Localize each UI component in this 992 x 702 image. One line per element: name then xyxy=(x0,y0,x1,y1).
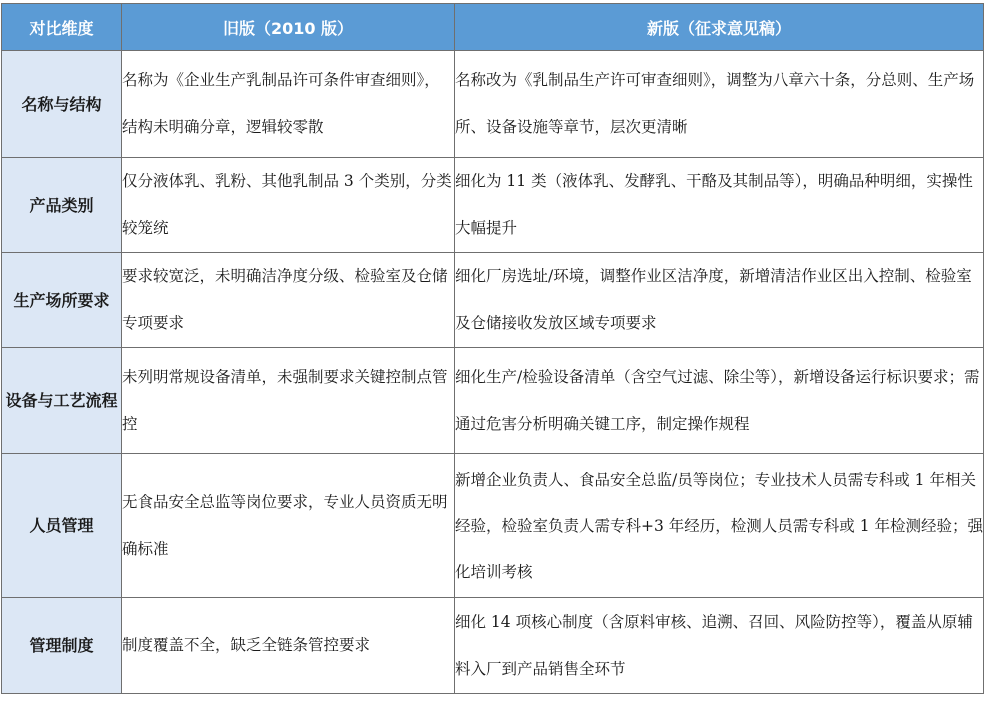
table-row xyxy=(2,348,984,454)
row-dimension: 设备与工艺流程 xyxy=(2,348,122,454)
new-version-cell: 新增企业负责人、食品安全总监/员等岗位；专业技术人员需专科或 1 年相关经验，检验室负责人需专科+3 年经历，检测人员需专科或 1 年检测经验；强化培训考核 xyxy=(455,454,984,598)
new-version-cell: 细化生产/检验设备清单（含空气过滤、除尘等），新增设备运行标识要求；需通过危害分析明确关键工序，制定操作规程 xyxy=(455,348,984,454)
header-old-version: 旧版（2010 版） xyxy=(122,4,455,51)
old-version-cell: 制度覆盖不全，缺乏全链条管控要求 xyxy=(122,598,455,694)
old-version-cell: 要求较宽泛，未明确洁净度分级、检验室及仓储专项要求 xyxy=(122,253,455,348)
header-dimension: 对比维度 xyxy=(2,4,122,51)
row-dimension: 生产场所要求 xyxy=(2,253,122,348)
new-version-cell: 名称改为《乳制品生产许可审查细则》，调整为八章六十条，分总则、生产场所、设备设施等章节，层次更清晰 xyxy=(455,51,984,158)
row-dimension: 产品类别 xyxy=(2,158,122,253)
comparison-table xyxy=(1,3,984,694)
old-version-cell: 仅分液体乳、乳粉、其他乳制品 3 个类别，分类较笼统 xyxy=(122,158,455,253)
header-row xyxy=(2,4,984,51)
new-version-cell: 细化厂房选址/环境，调整作业区洁净度，新增清洁作业区出入控制、检验室及仓储接收发放区域专项要求 xyxy=(455,253,984,348)
table-row xyxy=(2,253,984,348)
row-dimension: 名称与结构 xyxy=(2,51,122,158)
new-version-cell: 细化 14 项核心制度（含原料审核、追溯、召回、风险防控等），覆盖从原辅料入厂到产品销售全环节 xyxy=(455,598,984,694)
new-version-cell: 细化为 11 类（液体乳、发酵乳、干酪及其制品等），明确品种明细，实操性大幅提升 xyxy=(455,158,984,253)
table-row xyxy=(2,158,984,253)
row-dimension: 人员管理 xyxy=(2,454,122,598)
header-new-version: 新版（征求意见稿） xyxy=(455,4,984,51)
table-row xyxy=(2,598,984,694)
old-version-cell: 未列明常规设备清单，未强制要求关键控制点管控 xyxy=(122,348,455,454)
old-version-cell: 名称为《企业生产乳制品许可条件审查细则》，结构未明确分章，逻辑较零散 xyxy=(122,51,455,158)
table-row xyxy=(2,454,984,598)
row-dimension: 管理制度 xyxy=(2,598,122,694)
table-row xyxy=(2,51,984,158)
old-version-cell: 无食品安全总监等岗位要求，专业人员资质无明确标准 xyxy=(122,454,455,598)
